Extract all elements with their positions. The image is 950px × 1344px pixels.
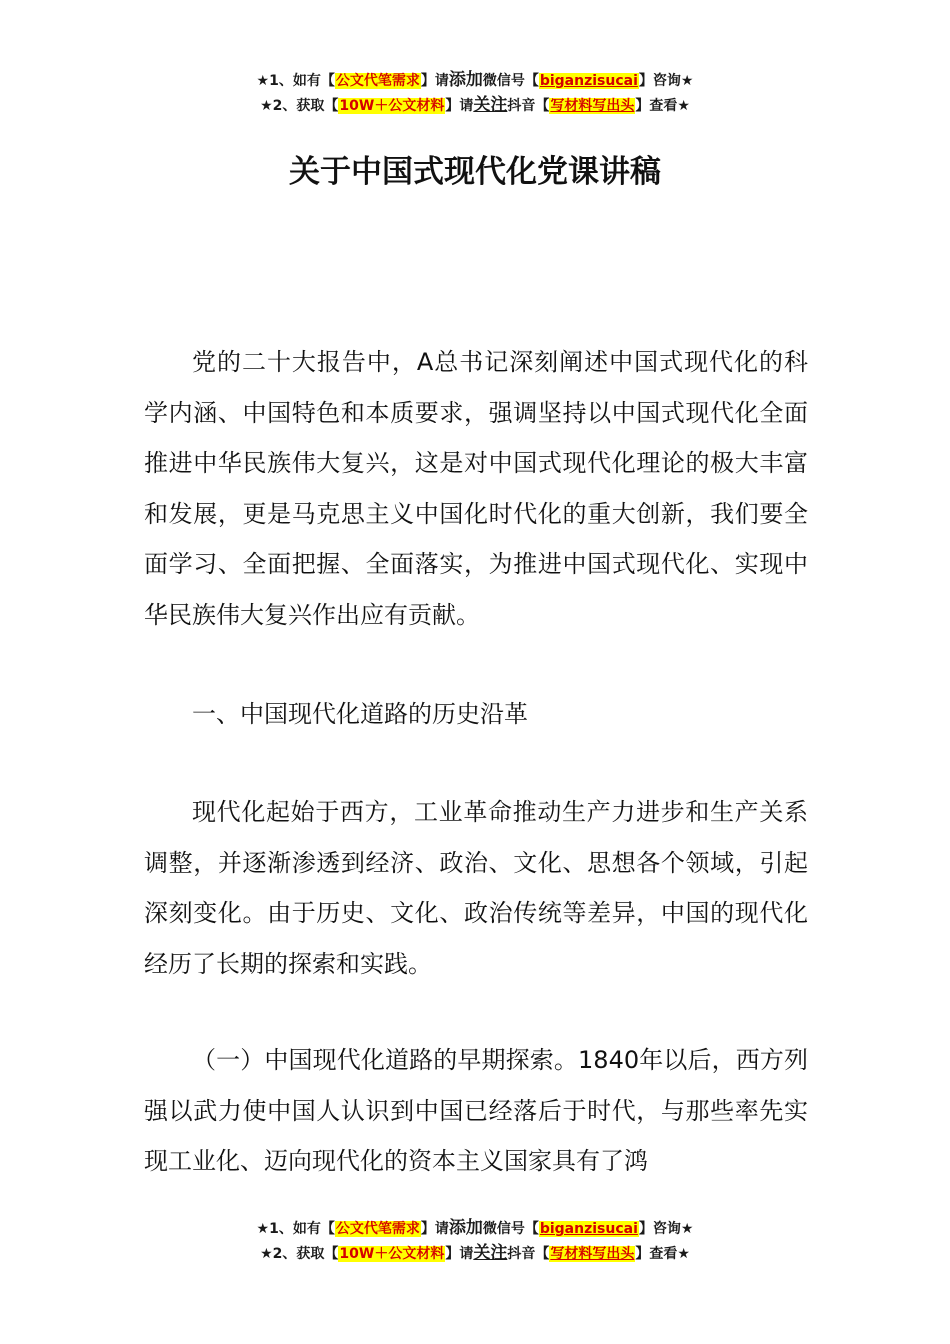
wechat-id-link[interactable]: biganzisucai [539, 1221, 638, 1237]
banner-text: 】咨询★ [638, 73, 694, 89]
banner-text: ★1、如有【 [256, 73, 335, 89]
banner-line-1 [0, 68, 950, 93]
banner-highlight: 10W＋公文材料 [339, 1246, 445, 1262]
banner-text: 抖音【 [507, 1246, 550, 1262]
banner-text: 】咨询★ [638, 1221, 694, 1237]
douyin-account-link[interactable]: 写材料写出头 [550, 98, 635, 114]
banner-text: 抖音【 [507, 98, 550, 114]
banner-text: ★1、如有【 [256, 1221, 335, 1237]
banner-emphasis: 添加 [448, 1218, 483, 1238]
section-heading: 一、中国现代化道路的历史沿革 [192, 700, 528, 728]
banner-emphasis: 添加 [448, 70, 483, 90]
banner-highlight: 公文代笔需求 [335, 73, 420, 89]
banner-text: 】请 [445, 1246, 474, 1262]
body-paragraph: 现代化起始于西方，工业革命推动生产力进步和生产关系调整，并逐渐渗透到经济、政治、文化、思想各个领域，引起深刻变化。由于历史、文化、政治传统等差异，中国的现代化经历了长期的探索和实践。 [144, 798, 808, 978]
document-title: 关于中国式现代化党课讲稿 [289, 154, 661, 190]
banner-text: 】查看★ [635, 98, 690, 114]
wechat-id-link[interactable]: biganzisucai [539, 73, 638, 89]
banner-text: 】查看★ [635, 1246, 690, 1262]
banner-text: ★2、获取【 [260, 98, 339, 114]
footer-banner [0, 1216, 950, 1266]
subsection-paragraph: （一）中国现代化道路的早期探索。1840年以后，西方列强以武力使中国人认识到中国已经落后于时代，与那些率先实现工业化、迈向现代化的资本主义国家具有了鸿 [144, 1046, 808, 1175]
banner-text: 】请 [420, 1221, 449, 1237]
intro-paragraph: 党的二十大报告中，A总书记深刻阐述中国式现代化的科学内涵、中国特色和本质要求，强调坚持以中国式现代化全面推进中华民族伟大复兴，这是对中国式现代化理论的极大丰富和发展，更是马克思主义中国化时代化的重大创新，我们要全面学习、全面把握、全面落实，为推进中国式现代化、实现中华民族伟大复兴作出应有贡献。 [144, 348, 808, 629]
banner-emphasis: 关注 [473, 1243, 508, 1263]
banner-text: 】请 [420, 73, 449, 89]
header-banner [0, 68, 950, 118]
banner-line-2 [0, 1241, 950, 1266]
banner-text: 微信号【 [482, 73, 539, 89]
banner-emphasis: 关注 [473, 95, 508, 115]
banner-highlight: 10W＋公文材料 [339, 98, 445, 114]
douyin-account-link[interactable]: 写材料写出头 [550, 1246, 635, 1262]
banner-line-2 [0, 93, 950, 118]
banner-line-1 [0, 1216, 950, 1241]
banner-text: 】请 [445, 98, 474, 114]
banner-text: ★2、获取【 [260, 1246, 339, 1262]
banner-highlight: 公文代笔需求 [335, 1221, 420, 1237]
banner-text: 微信号【 [482, 1221, 539, 1237]
